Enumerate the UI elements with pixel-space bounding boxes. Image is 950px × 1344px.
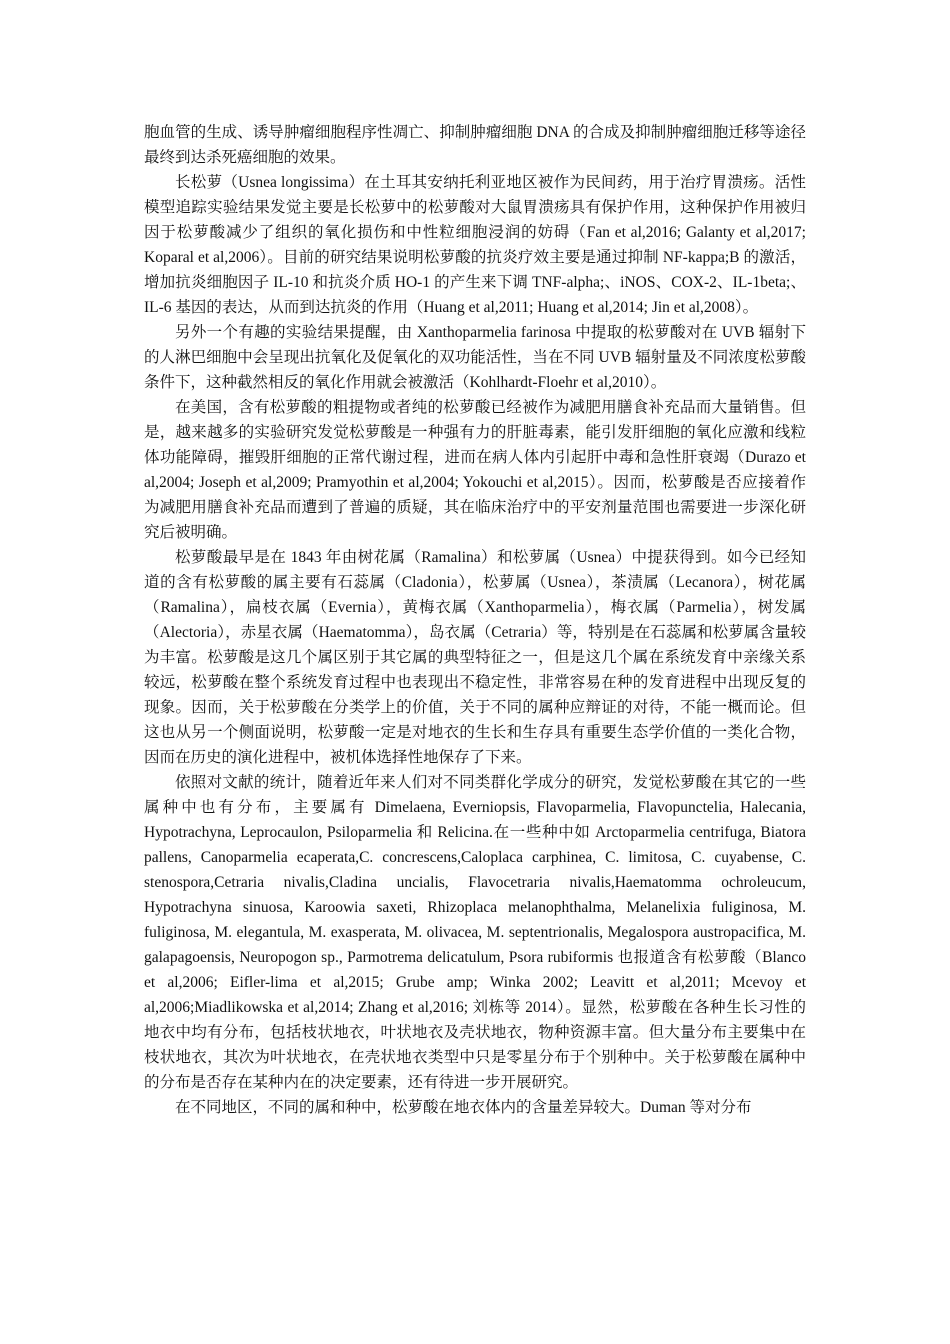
paragraph-content-variation: 在不同地区，不同的属和种中，松萝酸在地衣体内的含量差异较大。Duman 等对分布 xyxy=(175,1099,752,1116)
paragraph-usnea-longissima: 长松萝（Usnea longissima）在土耳其安纳托利亚地区被作为民间药，用于治疗胃溃疡。活性模型追踪实验结果发觉主要是长松萝中的松萝酸对大鼠胃溃疡具有保护作用，这种保护作用被归因于松萝酸减少了组织的氧化损伤和中性粒细胞浸润的妨碍（Fan et al,2016; Galanty et al,2017; Koparal et al,2006）。目前的研究结果说明松萝酸的抗炎疗效主要是通过抑制 NF-kappa;B 的激活，增加抗炎细胞因子 IL-10 和抗炎介质 HO-1 的产生来下调 TNF-alpha;、iNOS、COX-2、IL-1beta;、IL-6 基因的表达，从而到达抗炎的作用（Huang et al,2011; Huang et al,2014; Jin et al,2008）。 xyxy=(144,174,806,316)
paragraph-distribution: 依照对文献的统计，随着近年来人们对不同类群化学成分的研究，发觉松萝酸在其它的一些属种中也有分布，主要属有 Dimelaena, Everniopsis, Flavoparmelia, Flavopunctelia, Halecania, Hypotrachyna, Leprocaulon, Psiloparmelia 和 Relicina.在一些种中如 Arctoparmelia centrifuga, Biatora pallens, Canoparmelia ecaperata,C. concrescens,Caloplaca carphinea, C. limitosa, C. cuyabense, C. stenospora,Cetraria nivalis,Cladina uncialis, Flavocetraria nivalis,Haematomma ochroleucum, Hypotrachyna sinuosa, Karoowia saxeti, Rhizoplaca melanophthalma, Melanelixia fuliginosa, M. fuliginosa, M. elegantula, M. exasperata, M. olivacea, M. septentrionalis, Megalospora austropacifica, M. galapagoensis, Neuropogon sp., Parmotrema delicatulum, Psora rubiformis 也报道含有松萝酸（Blanco et al,2006; Eifler-lima et al,2015; Grube amp; Winka 2002; Leavitt et al,2011; Mcevoy et al,2006;Miadlikowska et al,2014; Zhang et al,2016; 刘栋等 2014）。显然，松萝酸在各种生长习性的地衣中均有分布，包括枝状地衣，叶状地衣及壳状地衣，物种资源丰富。但大量分布主要集中在枝状地衣，其次为叶状地衣，在壳状地衣类型中只是零星分布于个别种中。关于松萝酸在属种中的分布是否存在某种内在的决定要素，还有待进一步开展研究。 xyxy=(144,774,806,1091)
paragraph-uvb-activity: 另外一个有趣的实验结果提醒，由 Xanthoparmelia farinosa 中提取的松萝酸对在 UVB 辐射下的人淋巴细胞中会呈现出抗氧化及促氧化的双功能活性，当在不同 UVB 辐射量及不同浓度松萝酸条件下，这种截然相反的氧化作用就会被激活（Kohlhardt-Floehr et al,2010）。 xyxy=(144,324,806,391)
paragraph-hepatotoxicity: 在美国，含有松萝酸的粗提物或者纯的松萝酸已经被作为减肥用膳食补充品而大量销售。但是，越来越多的实验研究发觉松萝酸是一种强有力的肝脏毒素，能引发肝细胞的氧化应激和线粒体功能障碍，摧毁肝细胞的正常代谢过程，进而在病人体内引起肝中毒和急性肝衰竭（Durazo et al,2004; Joseph et al,2009; Pramyothin et al,2004; Yokouchi et al,2015）。因而，松萝酸是否应接着作为减肥用膳食补充品而遭到了普遍的质疑，其在临床治疗中的平安剂量范围也需要进一步深化研究后被明确。 xyxy=(144,399,806,541)
document-body xyxy=(144,120,806,1120)
paragraph-taxonomy: 松萝酸最早是在 1843 年由树花属（Ramalina）和松萝属（Usnea）中提获得到。如今已经知道的含有松萝酸的属主要有石蕊属（Cladonia），松萝属（Usnea），茶渍属（Lecanora），树花属（Ramalina），扁枝衣属（Evernia），黄梅衣属（Xanthoparmelia），梅衣属（Parmelia），树发属（Alectoria），赤星衣属（Haematomma），岛衣属（Cetraria）等，特别是在石蕊属和松萝属含量较为丰富。松萝酸是这几个属区别于其它属的典型特征之一，但是这几个属在系统发育中亲缘关系较远，松萝酸在整个系统发育过程中也表现出不稳定性，非常容易在种的发育进程中出现反复的现象。因而，关于松萝酸在分类学上的价值，关于不同的属种应辩证的对待，不能一概而论。但这也从另一个侧面说明，松萝酸一定是对地衣的生长和生存具有重要生态学价值的一类化合物，因而在历史的演化进程中，被机体选择性地保存了下来。 xyxy=(144,549,806,766)
paragraph-continuation: 胞血管的生成、诱导肿瘤细胞程序性凋亡、抑制肿瘤细胞 DNA 的合成及抑制肿瘤细胞迁移等途径最终到达杀死癌细胞的效果。 xyxy=(144,124,806,166)
